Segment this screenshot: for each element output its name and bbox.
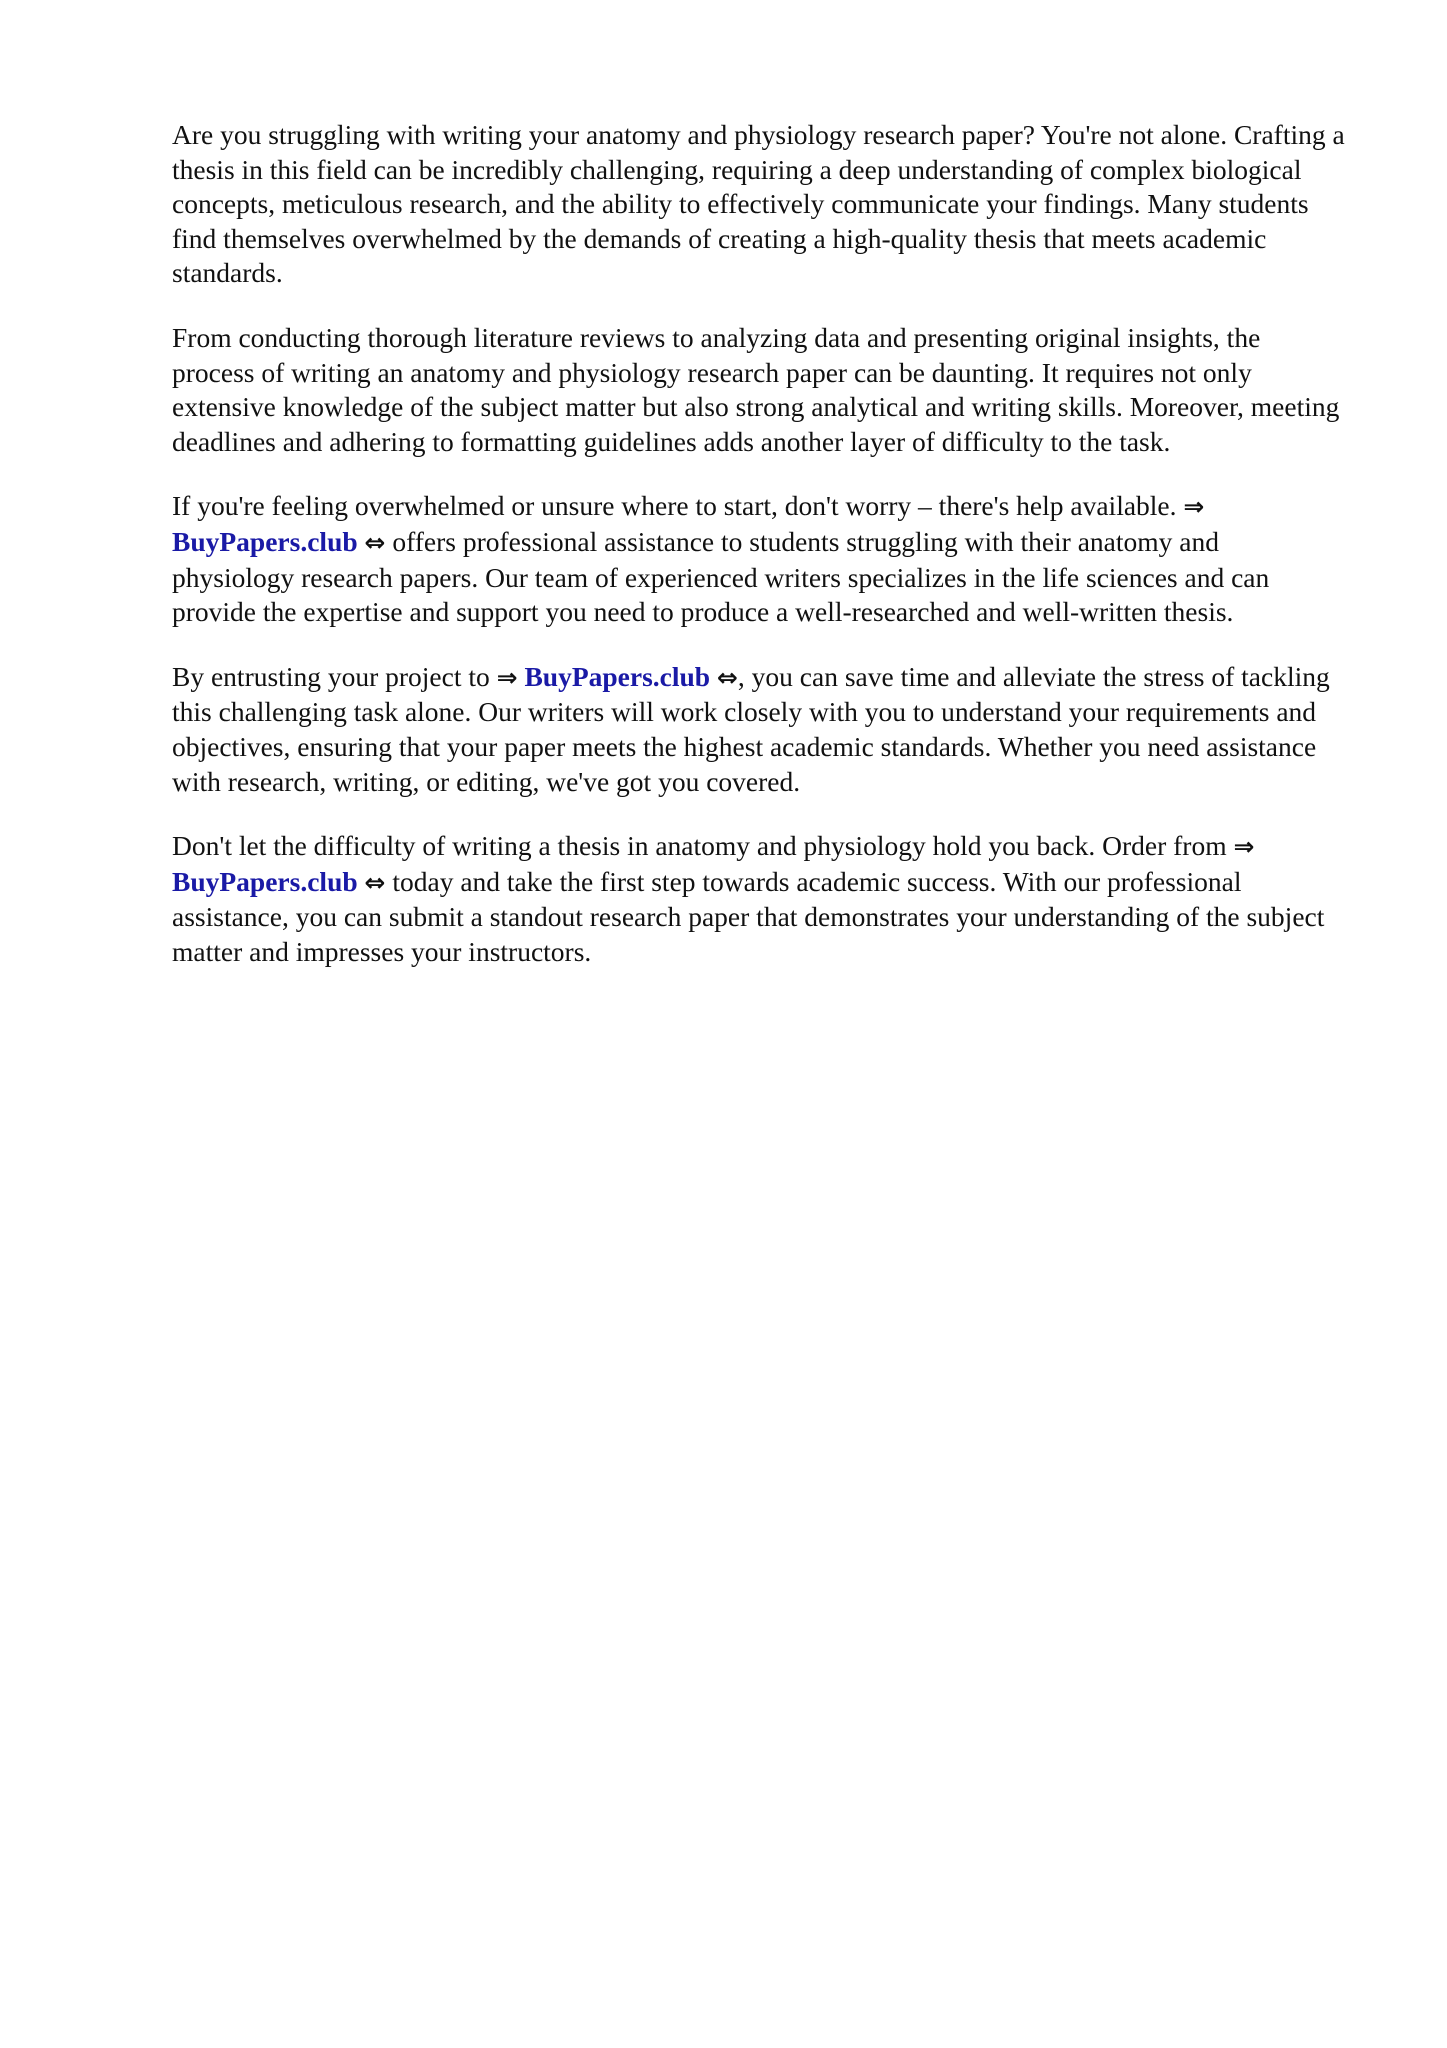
paragraph-help-text-after: offers professional assistance to students struggling with their anatomy and physiology research papers. Our team of experienced writers specializes in the life sciences and can provide the expertise and support you need to produce a well-researched and well-written thesis.	[172, 525, 1270, 628]
left-right-double-arrow-icon: ⇔	[716, 662, 738, 692]
buypapers-link[interactable]: BuyPapers.club	[172, 865, 358, 897]
paragraph-order-text-before: Don't let the difficulty of writing a thesis in anatomy and physiology hold you back. Order from	[172, 830, 1234, 862]
paragraph-process	[172, 321, 1347, 459]
paragraph-intro	[172, 118, 1347, 291]
right-double-arrow-icon: ⇒	[496, 662, 518, 692]
paragraph-order	[172, 829, 1347, 969]
right-double-arrow-icon: ⇒	[1233, 832, 1255, 862]
left-right-double-arrow-icon: ⇔	[364, 867, 386, 897]
paragraph-process-text: From conducting thorough literature reviews to analyzing data and presenting original insights, the process of writing an anatomy and physiology research paper can be daunting. It requires not only extensive knowledge of the subject matter but also strong analytical and writing skills. Moreover, meeting deadlines and adhering to formatting guidelines adds another layer of difficulty to the task.	[172, 321, 1340, 457]
paragraph-entrust-text-after: , you can save time and alleviate the stress of tackling this challenging task alone. Our writers will work closely with you to understand your requirements and objectives, ensuring that your paper meets the highest academic standards. Whether you need assistance with research, writing, or editing, we've got you covered.	[172, 660, 1330, 797]
paragraph-order-text-after: today and take the first step towards academic success. With our professional assistance, you can submit a standout research paper that demonstrates your understanding of the subject matter and impresses your instructors.	[172, 865, 1325, 967]
paragraph-help	[172, 489, 1347, 629]
paragraph-entrust-text-before: By entrusting your project to	[172, 660, 497, 692]
document-body	[172, 118, 1347, 999]
buypapers-link[interactable]: BuyPapers.club	[524, 660, 711, 692]
paragraph-entrust	[172, 660, 1347, 799]
buypapers-link[interactable]: BuyPapers.club	[172, 525, 358, 557]
left-right-double-arrow-icon: ⇔	[364, 527, 386, 557]
paragraph-intro-text: Are you struggling with writing your anatomy and physiology research paper? You're not alone. Crafting a thesis in this field can be incredibly challenging, requiring a deep understanding of complex biological concepts, meticulous research, and the ability to effectively communicate your findings. Many students find themselves overwhelmed by the demands of creating a high-quality thesis that meets academic standards.	[172, 119, 1345, 289]
right-double-arrow-icon: ⇒	[1183, 492, 1205, 522]
paragraph-help-text-before: If you're feeling overwhelmed or unsure where to start, don't worry – there's help available.	[172, 490, 1184, 522]
